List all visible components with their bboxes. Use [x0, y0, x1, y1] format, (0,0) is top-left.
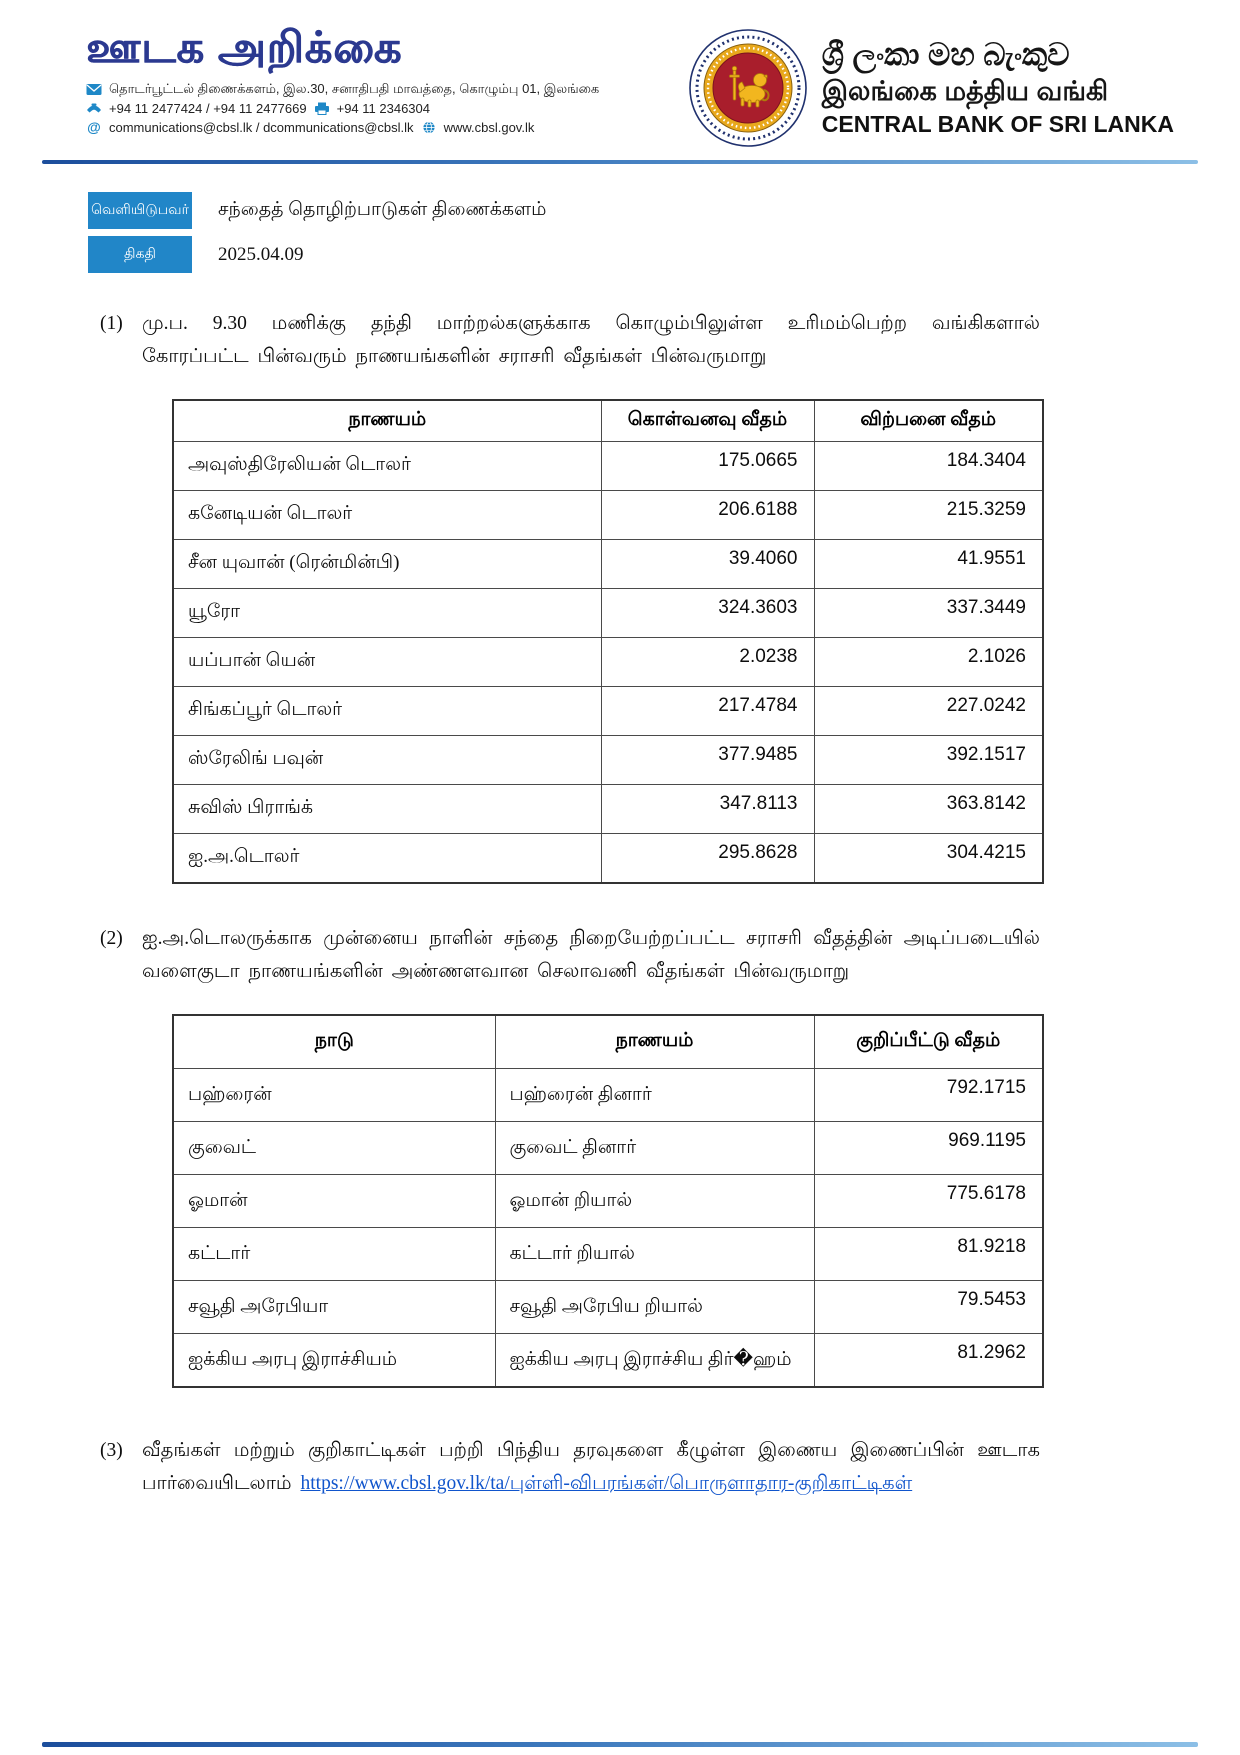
- issuer-row: [88, 192, 1240, 229]
- table-cell: 377.9485: [601, 736, 814, 785]
- table-cell: யப்பான் யென்: [173, 638, 601, 687]
- gulf-currency-rates-table: [172, 1014, 1044, 1388]
- table-cell: 363.8142: [814, 785, 1043, 834]
- table-row: [173, 687, 1043, 736]
- date-label-badge: திகதி: [88, 236, 192, 273]
- cbsl-statistics-link[interactable]: https://www.cbsl.gov.lk/ta/புள்ளி-விபரங்கள்/பொருளாதார-குறிகாட்டிகள்: [300, 1473, 913, 1494]
- table-cell: சவூதி அரேபிய றியால்: [495, 1281, 814, 1334]
- paragraph-3-body: வீதங்கள் மற்றும் குறிகாட்டிகள் பற்றி பிந்திய தரவுகளை கீழுள்ள இணைய இணைப்பின் ஊடாக பார்வையிடலாம்: [142, 1440, 1040, 1494]
- table-cell: 227.0242: [814, 687, 1043, 736]
- table-cell: கட்டார் றியால்: [495, 1228, 814, 1281]
- bank-identity-block: [688, 28, 1174, 148]
- media-release-title: ஊடக அறிக்கை: [86, 24, 403, 72]
- column-header-currency: நாணயம்: [173, 400, 601, 442]
- table-cell: ஐக்கிய அரபு இராச்சியம்: [173, 1334, 495, 1388]
- table-cell: 347.8113: [601, 785, 814, 834]
- column-header-country: நாடு: [173, 1015, 495, 1069]
- email-addresses: communications@cbsl.lk / dcommunications@cbsl.lk: [109, 119, 414, 135]
- website-url: www.cbsl.gov.lk: [443, 119, 535, 135]
- paragraph-3-text: [142, 1434, 1040, 1500]
- table-cell: 792.1715: [814, 1069, 1043, 1122]
- globe-icon: [421, 121, 437, 134]
- table-cell: 2.1026: [814, 638, 1043, 687]
- bank-name-english: CENTRAL BANK OF SRI LANKA: [821, 111, 1174, 138]
- column-header-buying-rate: கொள்வனவு வீதம்: [601, 400, 814, 442]
- table-cell: 184.3404: [814, 442, 1043, 491]
- table-cell: பஹ்ரைன் தினார்: [495, 1069, 814, 1122]
- issuer-value: சந்தைத் தொழிற்பாடுகள் திணைக்களம்: [218, 198, 547, 220]
- paragraph-3: [100, 1434, 1040, 1500]
- fax-icon: [314, 102, 330, 115]
- table-row: [173, 785, 1043, 834]
- table-cell: கனேடியன் டொலர்: [173, 491, 601, 540]
- page-header: [0, 0, 1240, 148]
- table-cell: 324.3603: [601, 589, 814, 638]
- phone-numbers: +94 11 2477424 / +94 11 2477669: [109, 101, 307, 117]
- footer-divider-rule: [42, 1742, 1198, 1747]
- paragraph-2: [100, 922, 1040, 988]
- phone-line: [86, 101, 616, 116]
- table-row: [173, 736, 1043, 785]
- date-row: [88, 236, 1240, 273]
- table-cell: 337.3449: [814, 589, 1043, 638]
- table-cell: குவைட் தினார்: [495, 1122, 814, 1175]
- table-cell: 304.4215: [814, 834, 1043, 884]
- telephone-icon: [86, 102, 102, 115]
- table-cell: சவூதி அரேபியா: [173, 1281, 495, 1334]
- paragraph-2-marker: (2): [100, 928, 123, 949]
- column-header-selling-rate: விற்பனை வீதம்: [814, 400, 1043, 442]
- table-cell: ஐ.அ.டொலர்: [173, 834, 601, 884]
- table-cell: 39.4060: [601, 540, 814, 589]
- table-cell: 969.1195: [814, 1122, 1043, 1175]
- table-cell: சுவிஸ் பிராங்க்: [173, 785, 601, 834]
- fax-number: +94 11 2346304: [336, 101, 430, 117]
- email-line: [86, 119, 616, 135]
- media-release-block: [86, 26, 616, 138]
- bank-name-tamil: இலங்கை மத்திய வங்கி: [821, 76, 1109, 107]
- table-cell: சிங்கப்பூர் டொலர்: [173, 687, 601, 736]
- table-row: [173, 589, 1043, 638]
- table-cell: கட்டார்: [173, 1228, 495, 1281]
- paragraph-1-text: மு.ப. 9.30 மணிக்கு தந்தி மாற்றல்களுக்காக கொழும்பிலுள்ள உரிமம்பெற்ற வங்கிகளால் கோரப்பட்ட பின்வரும் நாணயங்களின் சராசரி வீதங்கள் பின்வருமாறு: [142, 313, 1040, 367]
- table-row: [173, 491, 1043, 540]
- table-cell: 79.5453: [814, 1281, 1043, 1334]
- table-row: [173, 1281, 1043, 1334]
- paragraph-2-text: ஐ.அ.டொலருக்காக முன்னைய நாளின் சந்தை நிறையேற்றப்பட்ட சராசரி வீதத்தின் அடிப்படையில் வளைகுடா நாணயங்களின் அண்ணளவான செலாவணி வீதங்கள் பின்வருமாறு: [142, 928, 1040, 982]
- table-row: [173, 442, 1043, 491]
- gulf-rates-header-row: [173, 1015, 1043, 1069]
- paragraph-1-marker: (1): [100, 313, 123, 334]
- table-row: [173, 1228, 1043, 1281]
- exchange-rates-header-row: [173, 400, 1043, 442]
- address-text: தொடர்பூட்டல் திணைக்களம், இல.30, சனாதிபதி மாவத்தை, கொழும்பு 01, இலங்கை: [109, 81, 600, 97]
- envelope-icon: [86, 83, 102, 96]
- table-cell: ஐக்கிய அரபு இராச்சிய திர்�ஹம்: [495, 1334, 814, 1388]
- column-header-currency: நாணயம்: [495, 1015, 814, 1069]
- table-cell: குவைட்: [173, 1122, 495, 1175]
- column-header-indicative-rate: குறிப்பீட்டு வீதம்: [814, 1015, 1043, 1069]
- table-cell: 2.0238: [601, 638, 814, 687]
- exchange-rates-table: [172, 399, 1044, 884]
- bank-names: [822, 36, 1174, 141]
- table-cell: 775.6178: [814, 1175, 1043, 1228]
- table-cell: ஓமான் றியால்: [495, 1175, 814, 1228]
- release-meta: [88, 192, 1240, 273]
- table-cell: சீன யுவான் (ரென்மின்பி): [173, 540, 601, 589]
- table-cell: யூரோ: [173, 589, 601, 638]
- table-cell: அவுஸ்திரேலியன் டொலர்: [173, 442, 601, 491]
- table-cell: ஸ்ரேலிங் பவுன்: [173, 736, 601, 785]
- header-divider-rule: [42, 160, 1198, 164]
- table-cell: 217.4784: [601, 687, 814, 736]
- table-cell: 175.0665: [601, 442, 814, 491]
- at-icon: @: [87, 119, 101, 136]
- table-cell: 41.9551: [814, 540, 1043, 589]
- table-row: [173, 1175, 1043, 1228]
- cbsl-seal-logo: [688, 28, 808, 148]
- table-cell: 295.8628: [601, 834, 814, 884]
- issuer-label-badge: வெளியிடுபவர்: [88, 192, 192, 229]
- table-cell: 215.3259: [814, 491, 1043, 540]
- table-cell: பஹ்ரைன்: [173, 1069, 495, 1122]
- table-row: [173, 1069, 1043, 1122]
- table-row: [173, 1122, 1043, 1175]
- table-cell: 206.6188: [601, 491, 814, 540]
- table-row: [173, 1334, 1043, 1388]
- address-line: [86, 81, 616, 98]
- date-value: 2025.04.09: [218, 243, 304, 265]
- table-cell: ஓமான்: [173, 1175, 495, 1228]
- table-cell: 81.2962: [814, 1334, 1043, 1388]
- table-cell: 81.9218: [814, 1228, 1043, 1281]
- paragraph-1: [100, 307, 1040, 373]
- table-row: [173, 638, 1043, 687]
- paragraph-3-marker: (3): [100, 1440, 123, 1461]
- table-cell: 392.1517: [814, 736, 1043, 785]
- table-row: [173, 834, 1043, 884]
- table-row: [173, 540, 1043, 589]
- bank-name-sinhala: ශ්‍රී ලංකා මහ බැංකුව: [821, 36, 1070, 72]
